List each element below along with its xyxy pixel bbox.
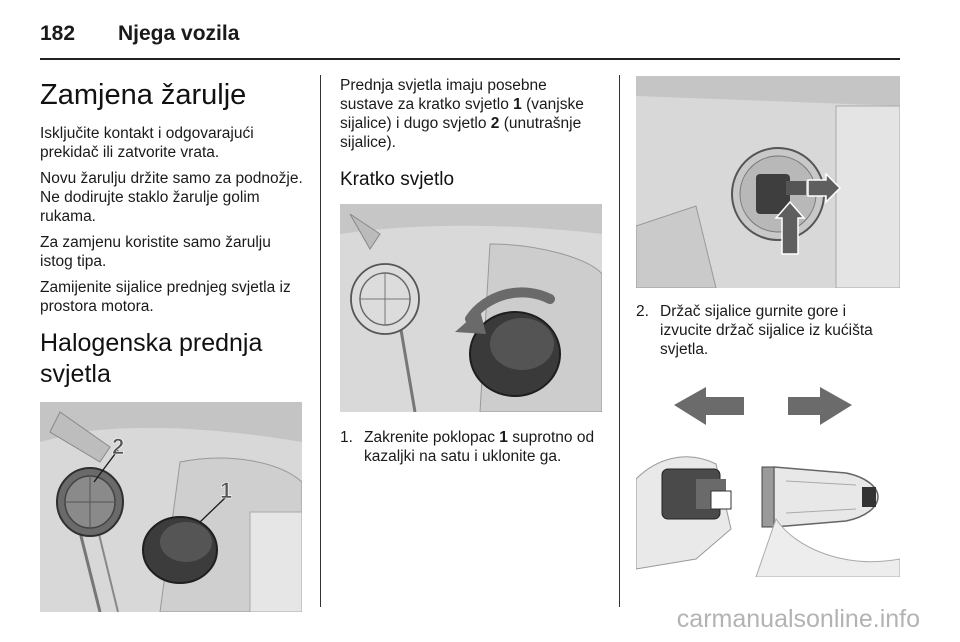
step-1-number: 1. — [340, 429, 353, 446]
column-3 — [636, 60, 902, 577]
halogen-headlights-title: Halogenska prednja svjetla — [40, 329, 263, 388]
headlight-overview-illustration — [40, 402, 302, 612]
intro-number-1: 1 — [513, 96, 522, 113]
step-1 — [340, 428, 604, 466]
column-divider-1 — [320, 75, 321, 607]
paragraph-headlight-systems — [340, 76, 604, 152]
figure-bulb-holder — [636, 76, 900, 288]
figure-bulb-extraction — [636, 369, 900, 577]
cap-removal-illustration — [340, 204, 602, 412]
bulb-holder-illustration — [636, 76, 900, 288]
figure-headlight-overview — [40, 402, 302, 612]
paragraph-hold-bulb: Novu žarulju držite samo za podnožje. Ne dodirujte staklo žarulje golim rukama. — [40, 170, 303, 225]
page-number: 182 — [40, 22, 76, 45]
step-2-text: Držač sijalice gurnite gore i izvucite držač sijalice iz kućišta svjetla. — [660, 303, 873, 358]
intro-text-part3: (unutrašnje sijalice). — [340, 115, 582, 151]
bulb-extraction-illustration — [636, 369, 900, 577]
intro-text-part2: (vanjske sijalice) i dugo svjetlo — [340, 96, 584, 132]
callout-label-2: 2 — [112, 434, 125, 459]
step-2-number: 2. — [636, 303, 649, 320]
low-beam-title: Kratko svjetlo — [340, 169, 455, 190]
intro-text-part1: Prednja svjetla imaju posebne sustave za kratko svjetlo — [340, 77, 547, 113]
figure-cap-removal — [340, 204, 602, 412]
callout-label-1: 1 — [220, 478, 233, 503]
step-2 — [636, 302, 902, 359]
watermark: carmanualsonline.info — [676, 605, 920, 633]
paragraph-ignition: Isključite kontakt i odgovarajući prekidač ili zatvorite vrata. — [40, 125, 254, 161]
column-1 — [40, 60, 306, 612]
paragraph-engine-bay: Zamijenite sijalice prednjeg svjetla iz prostora motora. — [40, 279, 291, 315]
column-divider-2 — [619, 75, 620, 607]
intro-number-2: 2 — [490, 115, 500, 132]
section-title: Zamjena žarulje — [40, 79, 247, 111]
step-1-text: Zakrenite poklopac 1 suprotno od kazaljki na satu i uklonite ga. — [364, 429, 595, 465]
column-2 — [340, 60, 604, 466]
paragraph-same-type: Za zamjenu koristite samo žarulju istog tipa. — [40, 234, 271, 270]
chapter-title: Njega vozila — [118, 22, 240, 45]
page-header — [40, 14, 900, 50]
